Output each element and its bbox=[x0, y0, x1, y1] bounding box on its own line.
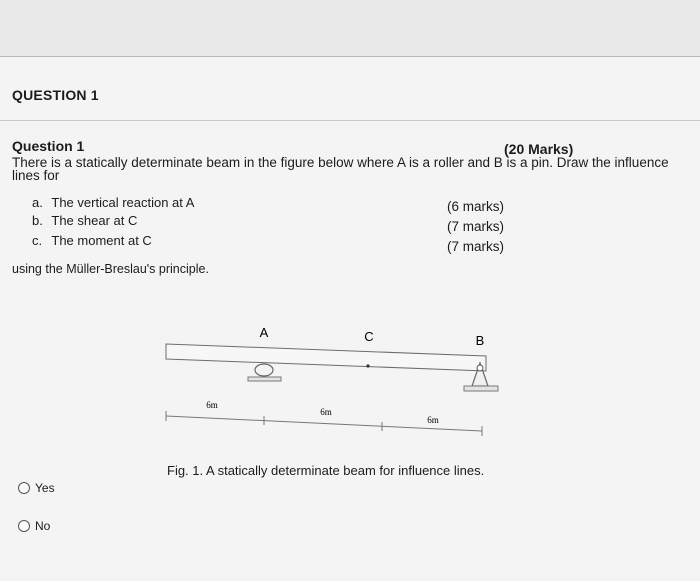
radio-no-icon[interactable] bbox=[18, 520, 30, 532]
radio-yes-icon[interactable] bbox=[18, 482, 30, 494]
option-no[interactable] bbox=[18, 519, 50, 533]
question-total-marks: (20 Marks) bbox=[504, 141, 574, 157]
part-b bbox=[32, 213, 137, 228]
label-b: B bbox=[475, 333, 485, 348]
beam bbox=[166, 344, 486, 371]
part-c bbox=[32, 233, 152, 248]
part-c-marks: (7 marks) bbox=[447, 239, 504, 254]
question-header: QUESTION 1 bbox=[12, 87, 99, 103]
part-label: b. bbox=[32, 213, 43, 228]
label-c: C bbox=[364, 329, 374, 344]
part-text: The moment at C bbox=[51, 233, 152, 248]
span-label-1: 6m bbox=[206, 400, 218, 410]
part-a bbox=[32, 195, 194, 210]
part-label: c. bbox=[32, 233, 43, 248]
beam-figure bbox=[150, 319, 510, 449]
option-yes[interactable] bbox=[18, 481, 55, 495]
question-title: Question 1 bbox=[12, 138, 85, 154]
principle-text: using the Müller-Breslau's principle. bbox=[12, 262, 209, 276]
roller-support-a bbox=[248, 364, 281, 381]
point-c-marker bbox=[366, 364, 369, 367]
divider bbox=[0, 120, 700, 121]
option-label: Yes bbox=[35, 481, 55, 495]
figure-caption: Fig. 1. A statically determinate beam for influence lines. bbox=[167, 463, 485, 478]
span-label-3: 6m bbox=[427, 415, 439, 425]
part-text: The shear at C bbox=[51, 213, 138, 228]
part-label: a. bbox=[32, 195, 43, 210]
question-text: There is a statically determinate beam in the figure below where A is a roller and B is a pin. Draw the influence lines for bbox=[12, 155, 669, 183]
part-b-marks: (7 marks) bbox=[447, 219, 504, 234]
label-a: A bbox=[259, 325, 269, 340]
part-text: The vertical reaction at A bbox=[51, 195, 195, 210]
option-label: No bbox=[35, 519, 51, 533]
question-card bbox=[0, 56, 700, 581]
top-band bbox=[0, 0, 700, 56]
span-label-2: 6m bbox=[320, 407, 332, 417]
part-a-marks: (6 marks) bbox=[447, 199, 504, 214]
